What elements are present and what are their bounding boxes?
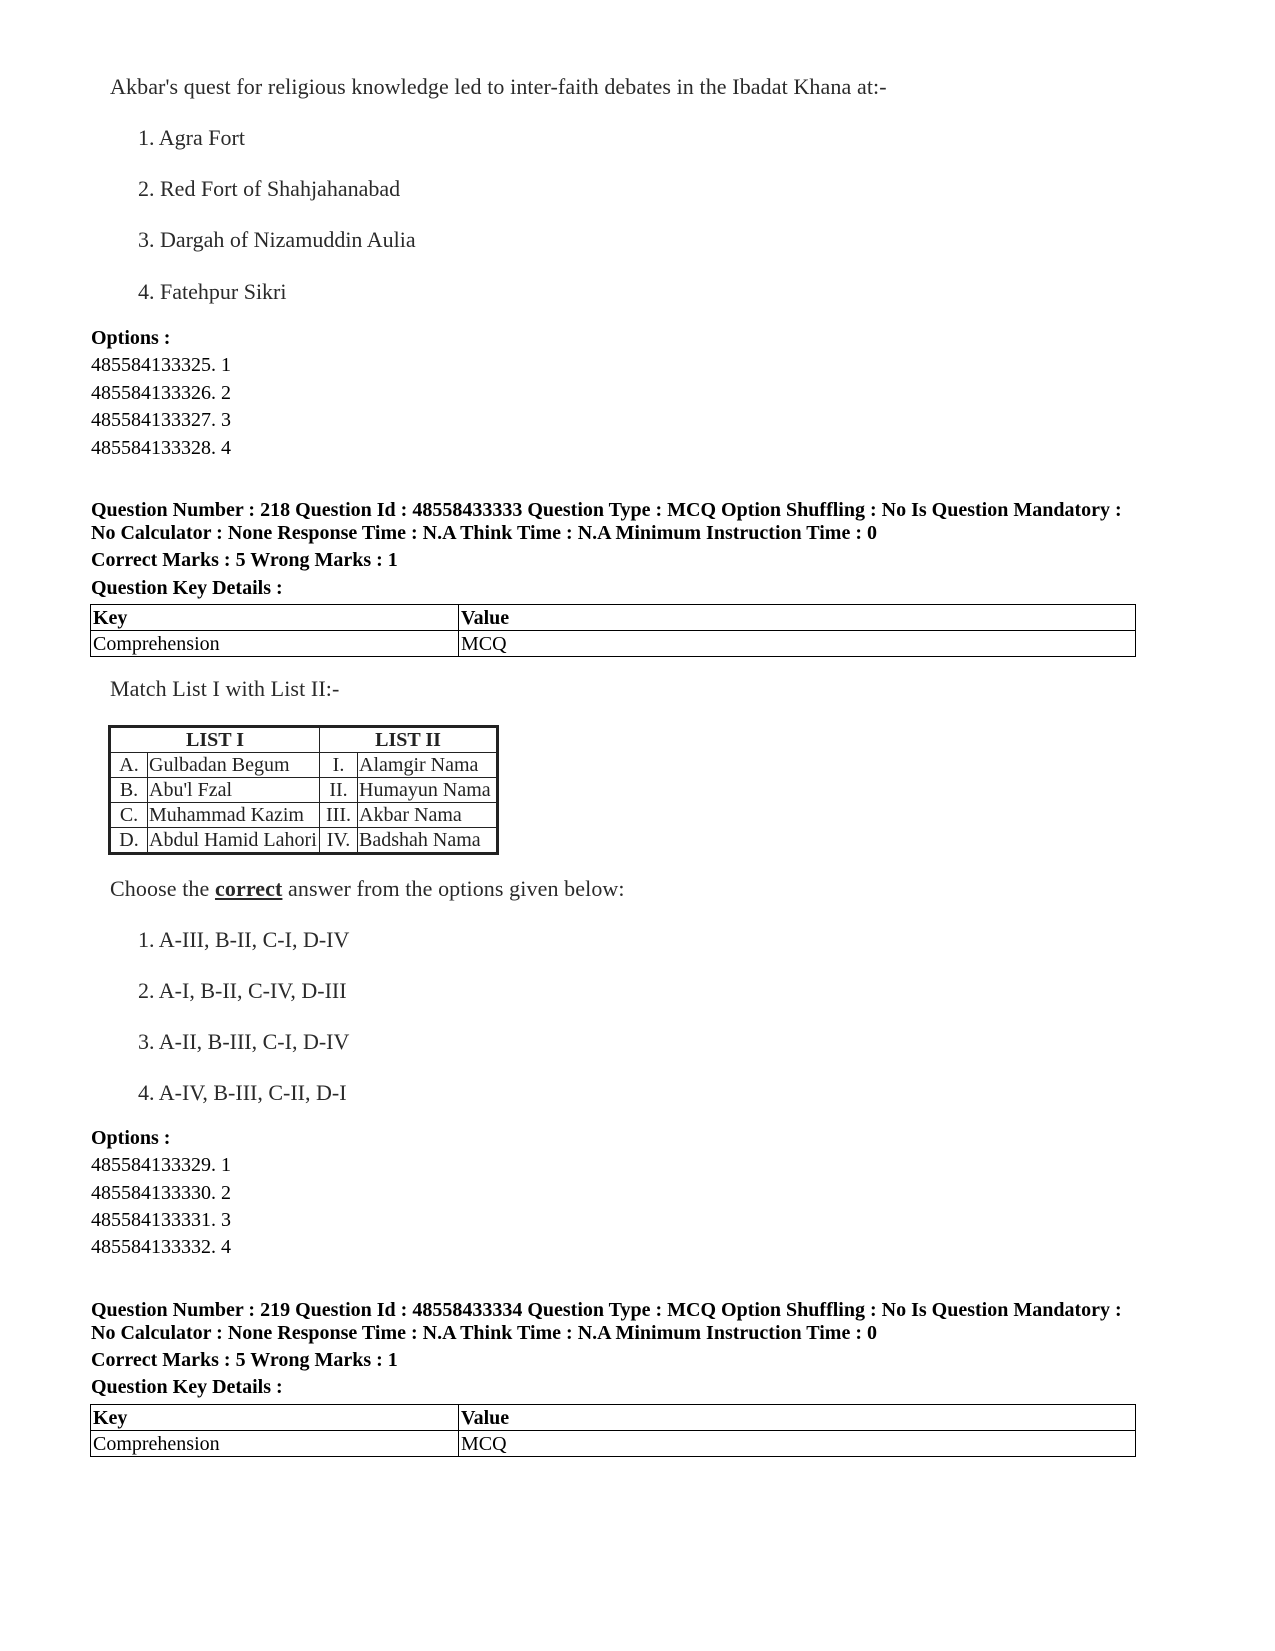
choose-instruction bbox=[110, 876, 625, 902]
key-cell: Comprehension bbox=[91, 631, 459, 657]
options-label: Options : bbox=[91, 1127, 171, 1149]
key-cell: Comprehension bbox=[91, 1431, 459, 1457]
list-one-letter: B. bbox=[110, 778, 148, 803]
question-meta-line: No Calculator : None Response Time : N.A Think Time : N.A Minimum Instruction Time : 0 bbox=[91, 522, 877, 544]
key-header: Key bbox=[91, 1405, 459, 1431]
list-two-numeral: IV. bbox=[320, 828, 358, 854]
question-choice: 3. A-II, B-III, C-I, D-IV bbox=[138, 1029, 350, 1054]
option-line: 485584133325. 1 bbox=[91, 354, 231, 376]
question-meta-line: Question Number : 218 Question Id : 48558433333 Question Type : MCQ Option Shuffling : No Is Question Mandatory : bbox=[91, 499, 1122, 521]
choose-text-bold: correct bbox=[214, 876, 283, 901]
key-value-table bbox=[90, 1404, 1136, 1457]
list-one-item: Gulbadan Begum bbox=[148, 753, 320, 778]
list-two-item: Akbar Nama bbox=[358, 803, 498, 828]
choose-text-post: answer from the options given below: bbox=[282, 876, 625, 901]
key-value-table bbox=[90, 604, 1136, 657]
key-details-label: Question Key Details : bbox=[91, 1376, 283, 1398]
option-line: 485584133330. 2 bbox=[91, 1182, 231, 1204]
question-choice: 3. Dargah of Nizamuddin Aulia bbox=[138, 227, 416, 252]
option-line: 485584133331. 3 bbox=[91, 1209, 231, 1231]
value-cell: MCQ bbox=[459, 1431, 1136, 1457]
list-one-item: Muhammad Kazim bbox=[148, 803, 320, 828]
question-choice: 1. A-III, B-II, C-I, D-IV bbox=[138, 927, 350, 952]
value-header: Value bbox=[459, 1405, 1136, 1431]
option-line: 485584133326. 2 bbox=[91, 382, 231, 404]
question-choice: 4. Fatehpur Sikri bbox=[138, 279, 287, 304]
choose-text-pre: Choose the bbox=[110, 876, 215, 901]
option-line: 485584133328. 4 bbox=[91, 437, 231, 459]
list-one-letter: A. bbox=[110, 753, 148, 778]
list-one-header: LIST I bbox=[110, 727, 320, 753]
list-two-header: LIST II bbox=[320, 727, 498, 753]
question-meta-line: No Calculator : None Response Time : N.A Think Time : N.A Minimum Instruction Time : 0 bbox=[91, 1322, 877, 1344]
marks-line: Correct Marks : 5 Wrong Marks : 1 bbox=[91, 549, 398, 571]
match-row bbox=[110, 753, 498, 778]
list-two-numeral: I. bbox=[320, 753, 358, 778]
list-one-letter: C. bbox=[110, 803, 148, 828]
list-one-letter: D. bbox=[110, 828, 148, 854]
question-meta bbox=[91, 1299, 1241, 1345]
question-choice: 4. A-IV, B-III, C-II, D-I bbox=[138, 1080, 347, 1105]
question-stem: Akbar's quest for religious knowledge led to inter-faith debates in the Ibadat Khana at:- bbox=[110, 74, 887, 99]
question-choice: 2. A-I, B-II, C-IV, D-III bbox=[138, 978, 347, 1003]
match-row bbox=[110, 828, 498, 854]
option-line: 485584133327. 3 bbox=[91, 409, 231, 431]
question-choice: 1. Agra Fort bbox=[138, 125, 245, 150]
key-details-label: Question Key Details : bbox=[91, 577, 283, 599]
list-two-numeral: III. bbox=[320, 803, 358, 828]
match-row bbox=[110, 803, 498, 828]
question-meta-line: Question Number : 219 Question Id : 48558433334 Question Type : MCQ Option Shuffling : No Is Question Mandatory : bbox=[91, 1299, 1122, 1321]
question-stem: Match List I with List II:- bbox=[110, 676, 340, 701]
value-cell: MCQ bbox=[459, 631, 1136, 657]
option-line: 485584133329. 1 bbox=[91, 1154, 231, 1176]
list-two-item: Alamgir Nama bbox=[358, 753, 498, 778]
marks-line: Correct Marks : 5 Wrong Marks : 1 bbox=[91, 1349, 398, 1371]
option-line: 485584133332. 4 bbox=[91, 1236, 231, 1258]
question-meta bbox=[91, 499, 1241, 545]
question-choice: 2. Red Fort of Shahjahanabad bbox=[138, 176, 401, 201]
match-row bbox=[110, 778, 498, 803]
list-one-item: Abdul Hamid Lahori bbox=[148, 828, 320, 854]
list-two-numeral: II. bbox=[320, 778, 358, 803]
value-header: Value bbox=[459, 605, 1136, 631]
options-label: Options : bbox=[91, 327, 171, 349]
match-list-table bbox=[108, 725, 499, 855]
list-one-item: Abu'l Fzal bbox=[148, 778, 320, 803]
key-header: Key bbox=[91, 605, 459, 631]
list-two-item: Humayun Nama bbox=[358, 778, 498, 803]
list-two-item: Badshah Nama bbox=[358, 828, 498, 854]
